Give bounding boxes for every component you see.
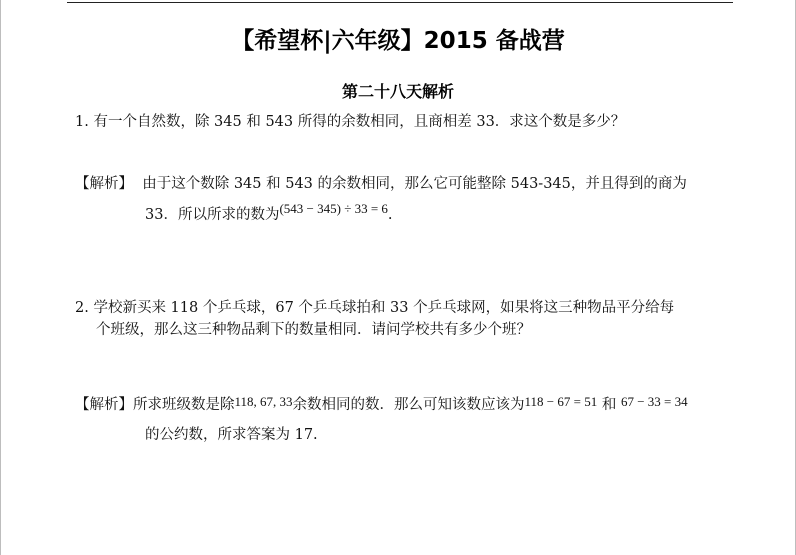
- problem-2-line-1: [75, 299, 674, 317]
- page-subtitle: 第二十八天解析: [341, 82, 454, 101]
- problem-1-text: 有一个自然数，除 345 和 543 所得的余数相同，且商相差 33．求这个数是多少？: [93, 114, 626, 130]
- problem-1-number: 1.: [75, 114, 89, 130]
- solution-1-period: .: [387, 207, 393, 223]
- problem-2-number: 2.: [75, 300, 89, 316]
- solution-2-formula-1: 118, 67, 33: [234, 394, 293, 409]
- page-title: 【希望杯|六年级】2015 备战营: [231, 28, 565, 54]
- solution-1-text-2: 33．所以所求的数为: [145, 207, 280, 223]
- solution-2-formula-2: 118 − 67 = 51: [524, 394, 598, 409]
- solution-2-line-2: [145, 426, 318, 444]
- solution-2-text-1: 所求班级数是除: [133, 397, 235, 413]
- solution-1-line-2: [145, 201, 393, 224]
- solution-2-and: 和: [601, 397, 617, 413]
- problem-2-text-2: 个班级，那么这三种物品剩下的数量相同．请问学校共有多少个班？: [96, 322, 531, 338]
- solution-2-formula-3: 67 − 33 = 34: [620, 394, 688, 409]
- solution-2-line-1: [75, 396, 688, 414]
- solution-1-formula: (543 − 345) ÷ 33 = 6: [279, 201, 388, 216]
- solution-2-text-3: 的公约数，所求答案为 17.: [145, 427, 318, 443]
- solution-2-text-2: 余数相同的数．那么可知该数应该为: [292, 397, 525, 413]
- problem-2-text-1: 学校新买来 118 个乒乓球，67 个乒乓球拍和 33 个乒乓球网，如果将这三种物品平分给每: [93, 300, 675, 316]
- problem-2-line-2: [96, 321, 531, 339]
- problem-1: [75, 113, 625, 131]
- header-rule: [67, 2, 733, 3]
- solution-1-tag: 【解析】: [75, 176, 133, 192]
- solution-1-text-1: 由于这个数除 345 和 543 的余数相同，那么它可能整除 543-345，并且得到的商为: [142, 176, 687, 192]
- solution-1-line-1: [75, 175, 687, 193]
- solution-2-tag: 【解析】: [75, 397, 133, 413]
